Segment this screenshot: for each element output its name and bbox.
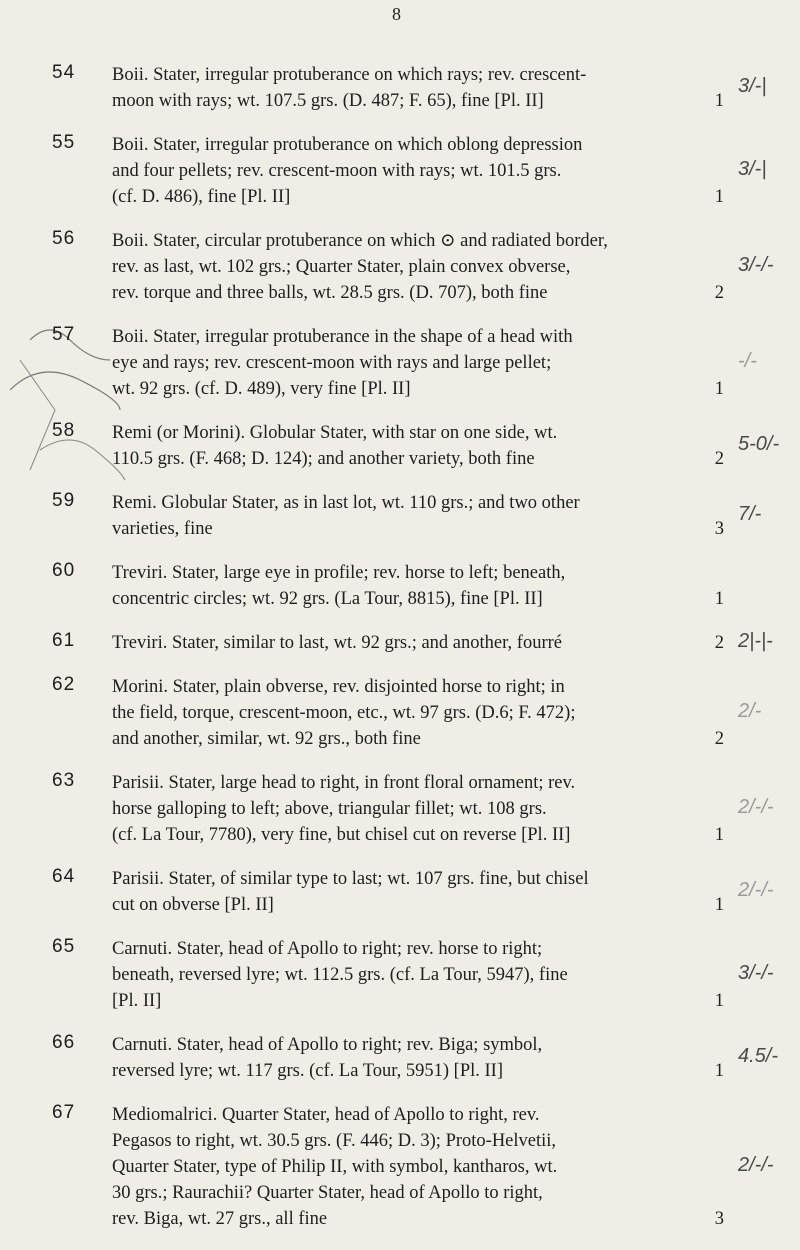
description-line-text: cut on obverse [Pl. II] — [112, 895, 274, 915]
description-line-text: and four pellets; rev. crescent-moon with rays; wt. 101.5 grs. — [112, 161, 562, 181]
description-line-text: (cf. D. 486), fine [Pl. II] — [112, 187, 291, 207]
lot-entry — [0, 1102, 800, 1232]
lot-entry — [0, 228, 800, 306]
handwritten-price: 5-0/- — [738, 433, 780, 455]
lot-description — [112, 228, 724, 306]
description-line — [112, 962, 724, 988]
lot-number: 66 — [52, 1032, 76, 1053]
description-line — [112, 560, 724, 586]
description-line — [112, 1206, 724, 1232]
description-line-text: Morini. Stater, plain obverse, rev. disjointed horse to right; in — [112, 677, 565, 697]
lot-entry — [0, 630, 800, 656]
lot-number: 61 — [52, 630, 76, 651]
description-line — [112, 822, 724, 848]
description-line — [112, 770, 724, 796]
lot-number: 65 — [52, 936, 76, 957]
description-line-text: the field, torque, crescent-moon, etc., wt. 97 grs. (D.6; F. 472); — [112, 703, 576, 723]
description-line-text: Quarter Stater, type of Philip II, with symbol, kantharos, wt. — [112, 1157, 558, 1177]
lot-number: 58 — [52, 420, 76, 441]
lot-quantity: 2 — [714, 449, 724, 469]
lot-entry — [0, 770, 800, 848]
description-line — [112, 184, 724, 210]
description-line-text: and another, similar, wt. 92 grs., both fine — [112, 729, 421, 749]
description-line — [112, 280, 724, 306]
lot-description — [112, 770, 724, 848]
lot-list — [0, 62, 800, 1250]
handwritten-price: -/- — [738, 350, 757, 372]
description-line — [112, 1102, 724, 1128]
description-line-text: Mediomalrici. Quarter Stater, head of Apollo to right, rev. — [112, 1105, 540, 1125]
lot-number: 57 — [52, 324, 76, 345]
description-line-text: moon with rays; wt. 107.5 grs. (D. 487; F. 65), fine [Pl. II] — [112, 91, 544, 111]
description-line — [112, 1128, 724, 1154]
lot-entry — [0, 936, 800, 1014]
description-line — [112, 446, 724, 472]
description-line-text: Boii. Stater, irregular protuberance in the shape of a head with — [112, 327, 573, 347]
lot-entry — [0, 1032, 800, 1084]
handwritten-price: 2/- — [738, 700, 762, 722]
lot-quantity: 2 — [714, 729, 724, 749]
description-line-text: rev. as last, wt. 102 grs.; Quarter Stater, plain convex obverse, — [112, 257, 571, 277]
description-line — [112, 1180, 724, 1206]
description-line — [112, 490, 724, 516]
lot-quantity: 2 — [714, 633, 724, 653]
lot-description — [112, 936, 724, 1014]
handwritten-price: 4.5/- — [738, 1045, 779, 1067]
lot-description — [112, 420, 724, 472]
description-line-text: rev. torque and three balls, wt. 28.5 grs. (D. 707), both fine — [112, 283, 548, 303]
lot-description — [112, 674, 724, 752]
lot-quantity: 1 — [714, 379, 724, 399]
description-line-text: Parisii. Stater, of similar type to last; wt. 107 grs. fine, but chisel — [112, 869, 589, 889]
lot-number: 62 — [52, 674, 76, 695]
lot-quantity: 1 — [714, 825, 724, 845]
description-line — [112, 376, 724, 402]
handwritten-price: 2|-|- — [738, 630, 773, 652]
lot-entry — [0, 132, 800, 210]
lot-description — [112, 866, 724, 918]
lot-description — [112, 132, 724, 210]
description-line — [112, 62, 724, 88]
handwritten-price: 3/-/- — [738, 962, 774, 984]
description-line-text: Treviri. Stater, similar to last, wt. 92 grs.; and another, fourré — [112, 633, 562, 653]
handwritten-price: 3/-/- — [738, 254, 774, 276]
description-line-text: (cf. La Tour, 7780), very fine, but chisel cut on reverse [Pl. II] — [112, 825, 571, 845]
description-line-text: Boii. Stater, circular protuberance on which ⊙ and radiated border, — [112, 231, 608, 251]
description-line-text: Remi (or Morini). Globular Stater, with star on one side, wt. — [112, 423, 558, 443]
lot-quantity: 1 — [714, 91, 724, 111]
description-line-text: [Pl. II] — [112, 991, 162, 1011]
lot-number: 64 — [52, 866, 76, 887]
handwritten-price: 2/-/- — [738, 879, 774, 901]
description-line-text: Carnuti. Stater, head of Apollo to right; rev. horse to right; — [112, 939, 543, 959]
lot-description — [112, 490, 724, 542]
lot-number: 67 — [52, 1102, 76, 1123]
description-line-text: Pegasos to right, wt. 30.5 grs. (F. 446; D. 3); Proto-Helvetii, — [112, 1131, 557, 1151]
lot-quantity: 1 — [714, 187, 724, 207]
lot-entry — [0, 324, 800, 402]
lot-quantity: 1 — [714, 1061, 724, 1081]
lot-description — [112, 62, 724, 114]
description-line — [112, 630, 724, 656]
lot-description — [112, 324, 724, 402]
description-line-text: varieties, fine — [112, 519, 213, 539]
lot-quantity: 1 — [714, 895, 724, 915]
page-number: 8 — [392, 4, 401, 24]
lot-number: 56 — [52, 228, 76, 249]
description-line-text: Boii. Stater, irregular protuberance on which oblong depression — [112, 135, 583, 155]
lot-quantity: 3 — [714, 1209, 724, 1229]
description-line-text: horse galloping to left; above, triangular fillet; wt. 108 grs. — [112, 799, 547, 819]
description-line — [112, 228, 724, 254]
lot-quantity: 3 — [714, 519, 724, 539]
lot-entry — [0, 490, 800, 542]
lot-number: 63 — [52, 770, 76, 791]
description-line-text: Carnuti. Stater, head of Apollo to right; rev. Biga; symbol, — [112, 1035, 543, 1055]
handwritten-price: 3/-| — [738, 75, 767, 97]
lot-entry — [0, 866, 800, 918]
lot-entry — [0, 420, 800, 472]
handwritten-price: 3/-| — [738, 158, 767, 180]
description-line-text: reversed lyre; wt. 117 grs. (cf. La Tour, 5951) [Pl. II] — [112, 1061, 503, 1081]
lot-description — [112, 560, 724, 612]
description-line — [112, 726, 724, 752]
lot-quantity: 1 — [714, 589, 724, 609]
handwritten-price: 7/- — [738, 503, 762, 525]
handwritten-price: 2/-/- — [738, 1154, 774, 1176]
description-line-text: Remi. Globular Stater, as in last lot, wt. 110 grs.; and two other — [112, 493, 580, 513]
lot-quantity: 2 — [714, 283, 724, 303]
description-line-text: Treviri. Stater, large eye in profile; rev. horse to left; beneath, — [112, 563, 566, 583]
description-line — [112, 324, 724, 350]
description-line — [112, 586, 724, 612]
description-line — [112, 936, 724, 962]
description-line — [112, 988, 724, 1014]
lot-number: 59 — [52, 490, 76, 511]
description-line — [112, 1154, 724, 1180]
lot-number: 55 — [52, 132, 76, 153]
description-line — [112, 1058, 724, 1084]
lot-description — [112, 1102, 724, 1232]
handwritten-price: 2/-/- — [738, 796, 774, 818]
description-line-text: concentric circles; wt. 92 grs. (La Tour, 8815), fine [Pl. II] — [112, 589, 543, 609]
description-line — [112, 1032, 724, 1058]
description-line — [112, 254, 724, 280]
description-line — [112, 88, 724, 114]
lot-number: 60 — [52, 560, 76, 581]
description-line-text: Parisii. Stater, large head to right, in front floral ornament; rev. — [112, 773, 576, 793]
description-line-text: 110.5 grs. (F. 468; D. 124); and another variety, both fine — [112, 449, 535, 469]
description-line — [112, 700, 724, 726]
lot-entry — [0, 560, 800, 612]
lot-number: 54 — [52, 62, 76, 83]
description-line — [112, 892, 724, 918]
description-line-text: eye and rays; rev. crescent-moon with rays and large pellet; — [112, 353, 552, 373]
description-line-text: rev. Biga, wt. 27 grs., all fine — [112, 1209, 328, 1229]
lot-entry — [0, 62, 800, 114]
description-line — [112, 674, 724, 700]
description-line — [112, 516, 724, 542]
description-line — [112, 796, 724, 822]
description-line — [112, 132, 724, 158]
lot-description — [112, 1032, 724, 1084]
description-line — [112, 866, 724, 892]
lot-quantity: 1 — [714, 991, 724, 1011]
lot-entry — [0, 674, 800, 752]
description-line — [112, 420, 724, 446]
description-line — [112, 350, 724, 376]
lot-description — [112, 630, 724, 656]
description-line-text: Boii. Stater, irregular protuberance on which rays; rev. crescent- — [112, 65, 587, 85]
description-line-text: 30 grs.; Raurachii? Quarter Stater, head of Apollo to right, — [112, 1183, 543, 1203]
description-line-text: beneath, reversed lyre; wt. 112.5 grs. (cf. La Tour, 5947), fine — [112, 965, 568, 985]
description-line-text: wt. 92 grs. (cf. D. 489), very fine [Pl. II] — [112, 379, 411, 399]
description-line — [112, 158, 724, 184]
